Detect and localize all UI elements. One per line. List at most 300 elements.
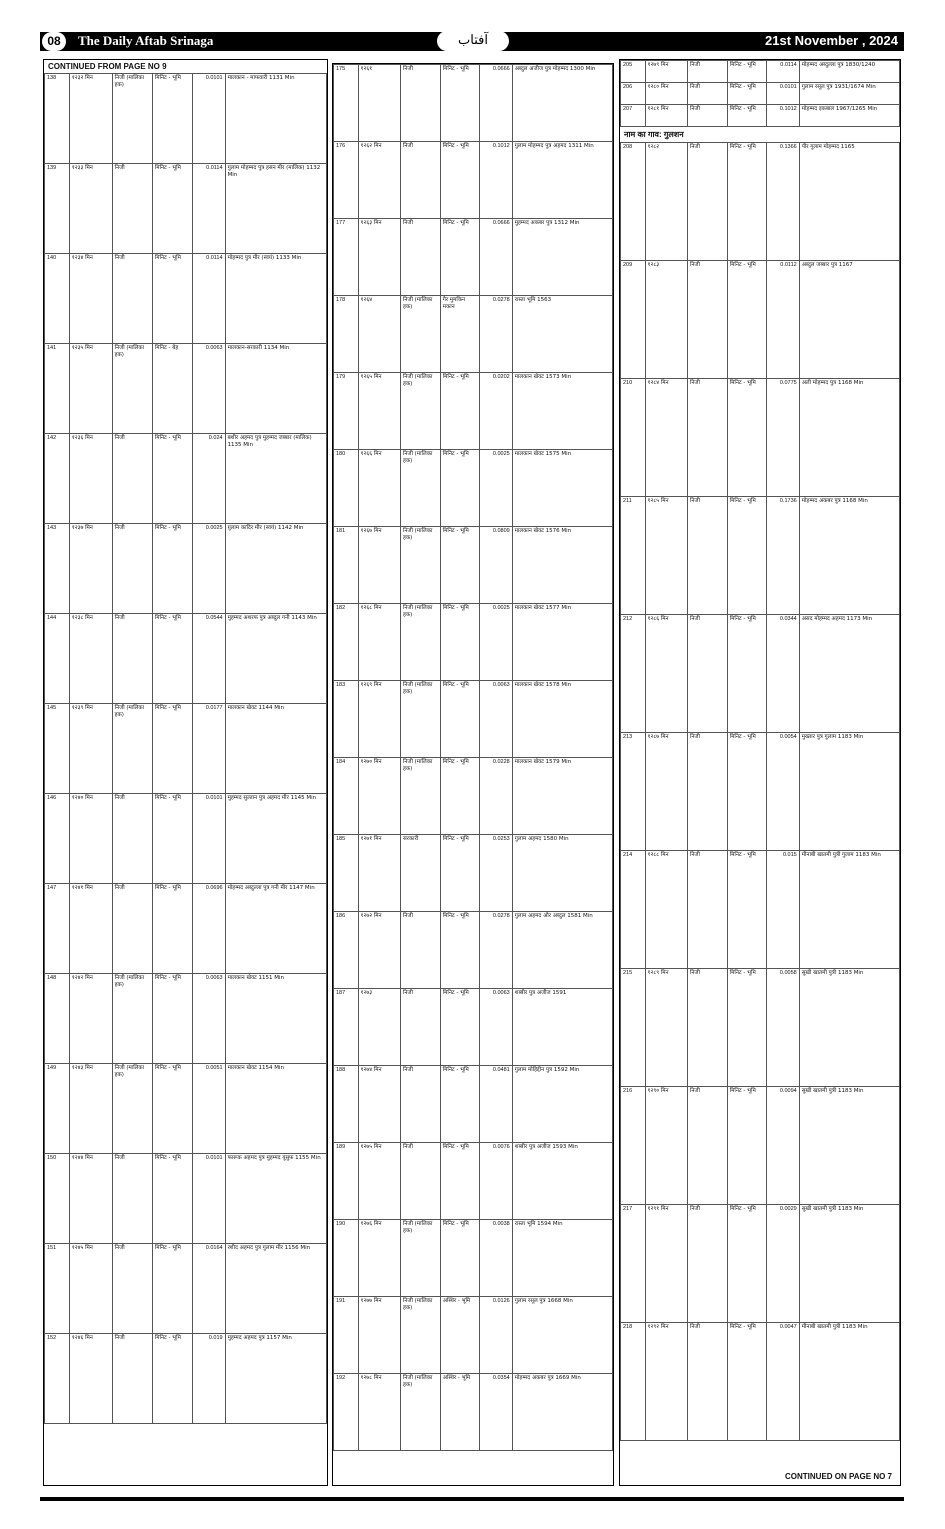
table-row [334, 65, 613, 142]
paper-name: The Daily Aftab Srinaga [78, 33, 214, 48]
entry-number: 148 [45, 974, 70, 1064]
column-left [43, 59, 328, 1486]
table-row [45, 344, 327, 434]
table-row [334, 1220, 613, 1297]
khasra-number: १२३३ मिन [69, 164, 112, 254]
area: 0.024 [193, 434, 226, 524]
khasra-number: १२६४ [358, 296, 400, 373]
area: 0.0025 [480, 604, 512, 681]
land-type: मिनिट - भूमि [727, 615, 767, 733]
ownership: निजी [400, 65, 440, 142]
owner-details: गुलाम अहमद और अब्दुल 1581 Min [512, 912, 612, 989]
land-type: मिनिट - भूमि [152, 1064, 192, 1154]
owner-details: मालकान खेवट 1573 Min [512, 373, 612, 450]
land-table-right-bottom [620, 142, 900, 1441]
entry-number: 185 [334, 835, 359, 912]
entry-number: 180 [334, 450, 359, 527]
khasra-number: १२३५ मिन [69, 344, 112, 434]
land-type: मिनिट - भूमि [440, 835, 480, 912]
area: 0.0354 [480, 1374, 512, 1451]
land-type: मिनिट - भूमि [152, 1154, 192, 1244]
land-type: मिनिट - भूमि [440, 1220, 480, 1297]
owner-details: मोहम्मद अकबर पुत्र 1669 Min [512, 1374, 612, 1451]
area: 0.0101 [767, 83, 799, 105]
khasra-number: १२६३ मिन [358, 219, 400, 296]
land-type: मिनिट - भूमि [440, 219, 480, 296]
area: 0.0101 [193, 1154, 226, 1244]
ownership: निजी (मालिका हक) [400, 604, 440, 681]
owner-details: मुख्तार पुत्र गुलाम 1183 Min [799, 733, 899, 851]
entry-number: 189 [334, 1143, 359, 1220]
table-row [334, 604, 613, 681]
khasra-number: १२७४ मिन [358, 1066, 400, 1143]
ownership: निजी (मालिका हक) [112, 1064, 152, 1154]
owner-details: अब्दुल अजीज पुत्र मोहम्मद 1300 Min [512, 65, 612, 142]
land-type: मिनिट - भूमि [440, 758, 480, 835]
owner-details: मालकान खेवट 1575 Min [512, 450, 612, 527]
entry-number: 209 [621, 261, 646, 379]
area: 0.0164 [193, 1244, 226, 1334]
entry-number: 211 [621, 497, 646, 615]
entry-number: 149 [45, 1064, 70, 1154]
entry-number: 183 [334, 681, 359, 758]
table-row [621, 851, 900, 969]
owner-details: मोहम्मद अकबर पुत्र 1168 Min [799, 497, 899, 615]
table-row [45, 1244, 327, 1334]
owner-details: बशीर अहमद पुत्र मुहम्मद जब्बार (मालिक) 1135 Min [225, 434, 326, 524]
area: 0.0047 [767, 1323, 799, 1441]
entry-number: 186 [334, 912, 359, 989]
owner-details: फारूक अहमद पुत्र मुहम्मद यूसुफ 1155 Min [225, 1154, 326, 1244]
area: 0.0094 [767, 1087, 799, 1205]
area: 0.0253 [480, 835, 512, 912]
land-type: मिनिट - भूमि [440, 65, 480, 142]
ownership: निजी (मालिका हक) [400, 681, 440, 758]
entry-number: 176 [334, 142, 359, 219]
land-table-left [44, 73, 327, 1424]
entry-number: 139 [45, 164, 70, 254]
table-row [45, 974, 327, 1064]
table-row [334, 989, 613, 1066]
land-type: मिनिट - भूमि [727, 83, 767, 105]
owner-details: मालकान खेवट 1576 Min [512, 527, 612, 604]
owner-details: मालकान खेवट 1577 Min [512, 604, 612, 681]
area: 0.0063 [480, 989, 512, 1066]
khasra-number: १२४४ मिन [69, 1154, 112, 1244]
owner-details: मुहम्मद सुल्तान पुत्र अहमद मीर 1145 Min [225, 794, 326, 884]
land-type: मिनिट - भूमि [440, 373, 480, 450]
area: 0.0775 [767, 379, 799, 497]
table-row [45, 884, 327, 974]
area: 0.0278 [480, 912, 512, 989]
area: 0.0202 [480, 373, 512, 450]
ownership: निजी [112, 614, 152, 704]
khasra-number: १२६८ मिन [358, 604, 400, 681]
ownership: निजी (मालिका हक) [400, 1220, 440, 1297]
area: 0.0101 [193, 74, 226, 164]
owner-details: सुखी खातमी पुत्री 1183 Min [799, 1087, 899, 1205]
table-row [45, 434, 327, 524]
entry-number: 214 [621, 851, 646, 969]
khasra-number: १२७५ मिन [358, 1143, 400, 1220]
ownership: सरकारी [400, 835, 440, 912]
area: 0.1012 [480, 142, 512, 219]
khasra-number: १२८४ मिन [645, 379, 687, 497]
owner-details: मुहम्मद अशरफ पुत्र अब्दुल गनी 1143 Min [225, 614, 326, 704]
entry-number: 191 [334, 1297, 359, 1374]
area: 0.0063 [193, 974, 226, 1064]
table-row [45, 74, 327, 164]
entry-number: 182 [334, 604, 359, 681]
land-type: मिनिट - भूमि [440, 142, 480, 219]
owner-details: रशीद अहमद पुत्र गुलाम मीर 1156 Min [225, 1244, 326, 1334]
area: 0.0481 [480, 1066, 512, 1143]
page-number: 08 [42, 32, 66, 51]
entry-number: 188 [334, 1066, 359, 1143]
entry-number: 215 [621, 969, 646, 1087]
land-type: मिनिट - भूमि [727, 1205, 767, 1323]
area: 0.0177 [193, 704, 226, 794]
table-row [334, 758, 613, 835]
khasra-number: १२३६ मिन [69, 434, 112, 524]
table-row [334, 450, 613, 527]
section-heading: नाम का गाव: गुलशन [624, 130, 684, 139]
table-row [45, 164, 327, 254]
khasra-number: १२७६ मिन [358, 1220, 400, 1297]
table-row [621, 105, 900, 127]
land-type: मिनिट - भूमि [440, 989, 480, 1066]
ownership: निजी [400, 912, 440, 989]
entry-number: 184 [334, 758, 359, 835]
entry-number: 150 [45, 1154, 70, 1244]
entry-number: 207 [621, 105, 646, 127]
entry-number: 179 [334, 373, 359, 450]
land-type: मिनिट - भूमि [440, 912, 480, 989]
entry-number: 218 [621, 1323, 646, 1441]
table-row [334, 681, 613, 758]
owner-details: गुलाम मोहम्मद पुत्र अहमद 1311 Min [512, 142, 612, 219]
khasra-number: १२६७ मिन [358, 527, 400, 604]
column-right [619, 59, 901, 1486]
ownership: निजी [687, 379, 727, 497]
ownership: निजी (मालिका हक) [400, 1374, 440, 1451]
entry-number: 206 [621, 83, 646, 105]
area: 0.0809 [480, 527, 512, 604]
ownership: निजी (मालिका हक) [400, 758, 440, 835]
area: 0.0114 [767, 61, 799, 83]
area: 0.0029 [767, 1205, 799, 1323]
area: 0.0228 [480, 758, 512, 835]
khasra-number: १२९२ मिन [645, 1323, 687, 1441]
owner-details: मोहम्मद पुत्र मीर (स्वयं) 1133 Min [225, 254, 326, 344]
ownership: निजी [112, 434, 152, 524]
ownership: निजी [112, 254, 152, 344]
khasra-number: १२७३ [358, 989, 400, 1066]
khasra-number: १२७७ मिन [358, 1297, 400, 1374]
ownership: निजी (मालिका हक) [400, 1297, 440, 1374]
entry-number: 190 [334, 1220, 359, 1297]
owner-details: मालकान खेवट 1154 Min [225, 1064, 326, 1154]
entry-number: 143 [45, 524, 70, 614]
land-type: मिनिट - भूमि [727, 143, 767, 261]
land-type: मिनिट - भूमि [440, 450, 480, 527]
ownership: निजी [687, 61, 727, 83]
ownership: निजी [687, 1205, 727, 1323]
land-type: मिनिट - भूमि [440, 604, 480, 681]
ownership: निजी [687, 733, 727, 851]
ownership: निजी [400, 1143, 440, 1220]
khasra-number: १२३७ मिन [69, 524, 112, 614]
table-row [334, 527, 613, 604]
ownership: निजी [112, 884, 152, 974]
entry-number: 175 [334, 65, 359, 142]
ownership: निजी [400, 1066, 440, 1143]
issue-date: 21st November , 2024 [765, 33, 898, 48]
khasra-number: १२८३ [645, 261, 687, 379]
owner-details: मालकान - माफवारी 1131 Min [225, 74, 326, 164]
khasra-number: १२४२ मिन [69, 974, 112, 1064]
khasra-number: १२८६ मिन [645, 615, 687, 733]
table-row [621, 261, 900, 379]
ownership: निजी [687, 851, 727, 969]
land-type: मिनिट - भूमि [440, 1143, 480, 1220]
land-type: गैर मुमकिन मकान [440, 296, 480, 373]
entry-number: 177 [334, 219, 359, 296]
area: 0.0696 [193, 884, 226, 974]
khasra-number: १२३२ मिन [69, 74, 112, 164]
entry-number: 181 [334, 527, 359, 604]
ownership: निजी (मालिका हक) [400, 373, 440, 450]
owner-details: मालकान-सरकारी 1134 Min [225, 344, 326, 434]
khasra-number: १२८५ मिन [645, 497, 687, 615]
owner-details: मोहम्मद अब्दुल्ला पुत्र गनी मीर 1147 Min [225, 884, 326, 974]
table-row [621, 615, 900, 733]
ownership: निजी [112, 1334, 152, 1424]
table-row [621, 1205, 900, 1323]
ownership: निजी [687, 1087, 727, 1205]
ownership: निजी [400, 219, 440, 296]
khasra-number: १२८८ मिन [645, 851, 687, 969]
land-type: मिनिट - भूमि [152, 974, 192, 1064]
entry-number: 140 [45, 254, 70, 344]
khasra-number: १२७२ मिन [358, 912, 400, 989]
continued-on: CONTINUED ON PAGE NO 7 [785, 1472, 892, 1481]
entry-number: 208 [621, 143, 646, 261]
footer-rule [40, 1497, 904, 1501]
ownership: निजी [687, 105, 727, 127]
area: 0.0114 [193, 254, 226, 344]
area: 0.0544 [193, 614, 226, 704]
table-row [334, 1066, 613, 1143]
land-table-middle [333, 64, 613, 1451]
ownership: निजी [687, 1323, 727, 1441]
land-type: मिनिट - भूमि [152, 1334, 192, 1424]
owner-details: मुहम्मद अकबर पुत्र 1312 Min [512, 219, 612, 296]
ownership: निजी (मालिका हक) [400, 450, 440, 527]
khasra-number: १२४१ मिन [69, 884, 112, 974]
table-row [334, 1297, 613, 1374]
land-type: मिनिट - भूमि [152, 74, 192, 164]
khasra-number: १२७९ मिन [645, 61, 687, 83]
land-type: मिनिट - भूमि [727, 105, 767, 127]
khasra-number: १२९० मिन [645, 1087, 687, 1205]
table-row [45, 794, 327, 884]
land-type: मिनिट - भूमि [152, 524, 192, 614]
area: 0.1736 [767, 497, 799, 615]
owner-details: मीनाबी खातमी पुत्री 1183 Min [799, 1323, 899, 1441]
area: 0.1012 [767, 105, 799, 127]
area: 0.0051 [193, 1064, 226, 1154]
land-table-right-top [620, 60, 900, 127]
owner-details: मोहम्मद अब्दुल्ला पुत्र 1830/1240 [799, 61, 899, 83]
owner-details: मालकान खेवट 1151 Min [225, 974, 326, 1064]
land-type: मिनिट - भूमि [440, 527, 480, 604]
area: 0.0054 [767, 733, 799, 851]
owner-details: सुखी खातमी पुत्री 1183 Min [799, 1205, 899, 1323]
ownership: निजी [112, 794, 152, 884]
table-row [45, 1154, 327, 1244]
owner-details: रास्ता भूमि 1563 [512, 296, 612, 373]
area: 0.0076 [480, 1143, 512, 1220]
ownership: निजी (मालिका हक) [112, 974, 152, 1064]
table-row [621, 379, 900, 497]
owner-details: मुहम्मद अहमद पुत्र 1157 Min [225, 1334, 326, 1424]
area: 0.0344 [767, 615, 799, 733]
khasra-number: १२८१ मिन [645, 105, 687, 127]
area: 0.0278 [480, 296, 512, 373]
owner-details: ग़ुलाम कादिर मीर (स्वयं) 1142 Min [225, 524, 326, 614]
table-row [334, 1143, 613, 1220]
khasra-number: १२४६ मिन [69, 1334, 112, 1424]
ownership: निजी [400, 989, 440, 1066]
entry-number: 145 [45, 704, 70, 794]
khasra-number: १२७० मिन [358, 758, 400, 835]
table-row [621, 83, 900, 105]
land-type: मिनिट - भूमि [440, 681, 480, 758]
table-row [621, 1087, 900, 1205]
khasra-number: १२४० मिन [69, 794, 112, 884]
table-row [621, 61, 900, 83]
owner-details: अब्दुल जब्बार पुत्र 1167 [799, 261, 899, 379]
owner-details: मालकान खेवट 1579 Min [512, 758, 612, 835]
khasra-number: १२८२ [645, 143, 687, 261]
table-row [621, 733, 900, 851]
table-row [45, 704, 327, 794]
land-type: मिनिट - भूमि [152, 794, 192, 884]
table-row [621, 1323, 900, 1441]
land-type: मिनिट - भूमि [727, 379, 767, 497]
ownership: निजी [687, 261, 727, 379]
land-type: अस्थिर - भूमि [440, 1374, 480, 1451]
table-row [45, 1064, 327, 1154]
area: 0.015 [767, 851, 799, 969]
ownership: निजी [112, 164, 152, 254]
entry-number: 213 [621, 733, 646, 851]
khasra-number: १२४३ मिन [69, 1064, 112, 1154]
ownership: निजी (मालिका हक) [400, 296, 440, 373]
table-row [45, 254, 327, 344]
khasra-number: १२८० मिन [645, 83, 687, 105]
land-type: मिनिट - भूमि [727, 61, 767, 83]
ownership: निजी (मालिका हक) [400, 527, 440, 604]
entry-number: 141 [45, 344, 70, 434]
khasra-number: १२७८ मिन [358, 1374, 400, 1451]
entry-number: 178 [334, 296, 359, 373]
land-type: मिनिट - भूमि [440, 1066, 480, 1143]
area: 0.0063 [193, 344, 226, 434]
land-type: मिनिट - भूमि [727, 1087, 767, 1205]
table-row [45, 614, 327, 704]
table-row [621, 497, 900, 615]
area: 0.0666 [480, 65, 512, 142]
entry-number: 144 [45, 614, 70, 704]
land-type: अस्थिर - भूमि [440, 1297, 480, 1374]
entry-number: 138 [45, 74, 70, 164]
entry-number: 192 [334, 1374, 359, 1451]
owner-details: सुखी खातमी पुत्री 1183 Min [799, 969, 899, 1087]
area: 0.0126 [480, 1297, 512, 1374]
khasra-number: १२६५ मिन [358, 373, 400, 450]
area: 0.0112 [767, 261, 799, 379]
land-type: मिनिट - भूमि [152, 1244, 192, 1334]
entry-number: 142 [45, 434, 70, 524]
khasra-number: १२३४ मिन [69, 254, 112, 344]
owner-details: शब्बीर पुत्र अजीज 1591 [512, 989, 612, 1066]
entry-number: 216 [621, 1087, 646, 1205]
ownership: निजी [687, 497, 727, 615]
ownership: निजी [687, 615, 727, 733]
owner-details: रास्ता भूमि 1594 Min [512, 1220, 612, 1297]
owner-details: गुलाम मोहम्मद पुत्र हसन मीर (मालिक) 1132 Min [225, 164, 326, 254]
entry-number: 146 [45, 794, 70, 884]
entry-number: 152 [45, 1334, 70, 1424]
table-row [45, 1334, 327, 1424]
khasra-number: १२४५ मिन [69, 1244, 112, 1334]
area: 0.0025 [193, 524, 226, 614]
table-row [334, 373, 613, 450]
entry-number: 147 [45, 884, 70, 974]
owner-details: मोहम्मद इकबाल 1967/1265 Min [799, 105, 899, 127]
khasra-number: १२६६ मिन [358, 450, 400, 527]
khasra-number: १२८७ मिन [645, 733, 687, 851]
owner-details: अली मोहम्मद पुत्र 1168 Min [799, 379, 899, 497]
khasra-number: १२३८ मिन [69, 614, 112, 704]
table-row [334, 219, 613, 296]
logo: آفتاب [437, 31, 509, 51]
land-type: मिनिट - भूमि [727, 261, 767, 379]
land-type: मिनिट - भूमि [152, 254, 192, 344]
area: 0.0058 [767, 969, 799, 1087]
land-type: मिनिट - भूमि [152, 704, 192, 794]
entry-number: 217 [621, 1205, 646, 1323]
entry-number: 212 [621, 615, 646, 733]
ownership: निजी [112, 1154, 152, 1244]
khasra-number: १२७१ मिन [358, 835, 400, 912]
land-type: मिनिट - भूमि [727, 1323, 767, 1441]
land-type: मिनिट - भूमि [152, 434, 192, 524]
ownership: निजी [687, 969, 727, 1087]
land-type: मिनिट - भूमि [152, 614, 192, 704]
owner-details: गुलाम अहमद 1580 Min [512, 835, 612, 912]
masthead-bar [40, 32, 904, 51]
area: 0.1366 [767, 143, 799, 261]
khasra-number: १२६२ मिन [358, 142, 400, 219]
khasra-number: १२६९ मिन [358, 681, 400, 758]
owner-details: गुलाम मोहिद्दीन पुत्र 1592 Min [512, 1066, 612, 1143]
owner-details: गुलाम रसूल पुत्र 1668 Min [512, 1297, 612, 1374]
entry-number: 151 [45, 1244, 70, 1334]
area: 0.0025 [480, 450, 512, 527]
